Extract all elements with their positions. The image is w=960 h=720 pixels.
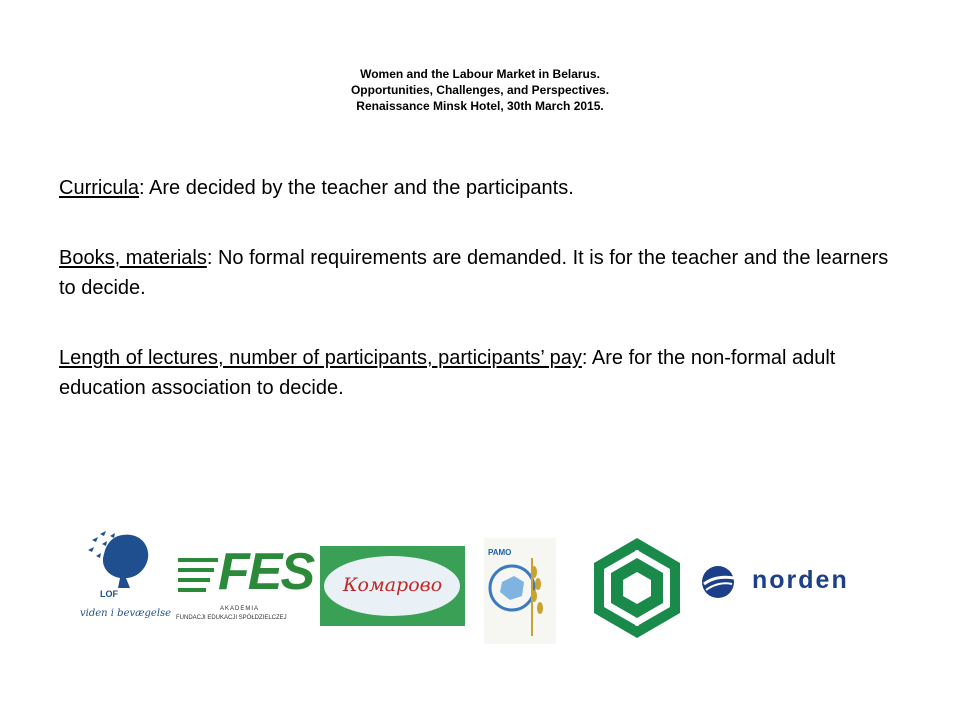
paragraph-books bbox=[59, 243, 899, 303]
text-books: : No formal requirements are demanded. It is for the teacher and the learners to decide. bbox=[59, 247, 889, 299]
hexagon-emblem-logo bbox=[590, 536, 684, 640]
event-header bbox=[0, 66, 960, 114]
term-books: Books, materials bbox=[59, 247, 207, 269]
fes-line2: FUNDACJI EDUKACJI SPÓŁDZIELCZEJ bbox=[176, 615, 287, 621]
fes-name: FES bbox=[218, 543, 314, 601]
paragraph-curricula bbox=[59, 173, 899, 203]
lof-logo bbox=[78, 526, 170, 630]
hexagon-emblem-icon bbox=[590, 536, 684, 640]
fes-line1: AKADEMIA bbox=[220, 606, 260, 612]
norden-name: norden bbox=[752, 566, 849, 594]
komarovo-name: Комарово bbox=[342, 574, 443, 596]
paragraph-length bbox=[59, 343, 899, 403]
komarovo-logo bbox=[320, 546, 465, 626]
pamo-logo bbox=[484, 538, 556, 644]
term-curricula: Curricula bbox=[59, 177, 140, 199]
norden-swan-icon bbox=[700, 564, 736, 600]
pamo-name: PAMO bbox=[488, 548, 512, 557]
text-length: : Are for the non-formal adult education association to decide. bbox=[59, 347, 836, 399]
header-line-1: Women and the Labour Market in Belarus. bbox=[360, 67, 600, 81]
lof-name: LOF bbox=[100, 589, 118, 599]
header-line-3: Renaissance Minsk Hotel, 30th March 2015. bbox=[356, 99, 604, 113]
term-length: Length of lectures, number of participants, participants’ pay bbox=[59, 347, 582, 369]
pamo-map-icon bbox=[484, 538, 556, 644]
norden-logo bbox=[700, 564, 890, 600]
text-curricula: : Are decided by the teacher and the participants. bbox=[139, 177, 574, 199]
lof-tagline: viden i bevægelse bbox=[80, 608, 172, 619]
slide-body bbox=[59, 173, 899, 443]
sponsor-logos bbox=[0, 520, 960, 640]
fes-logo bbox=[176, 543, 314, 626]
header-line-2: Opportunities, Challenges, and Perspectives. bbox=[350, 83, 610, 97]
